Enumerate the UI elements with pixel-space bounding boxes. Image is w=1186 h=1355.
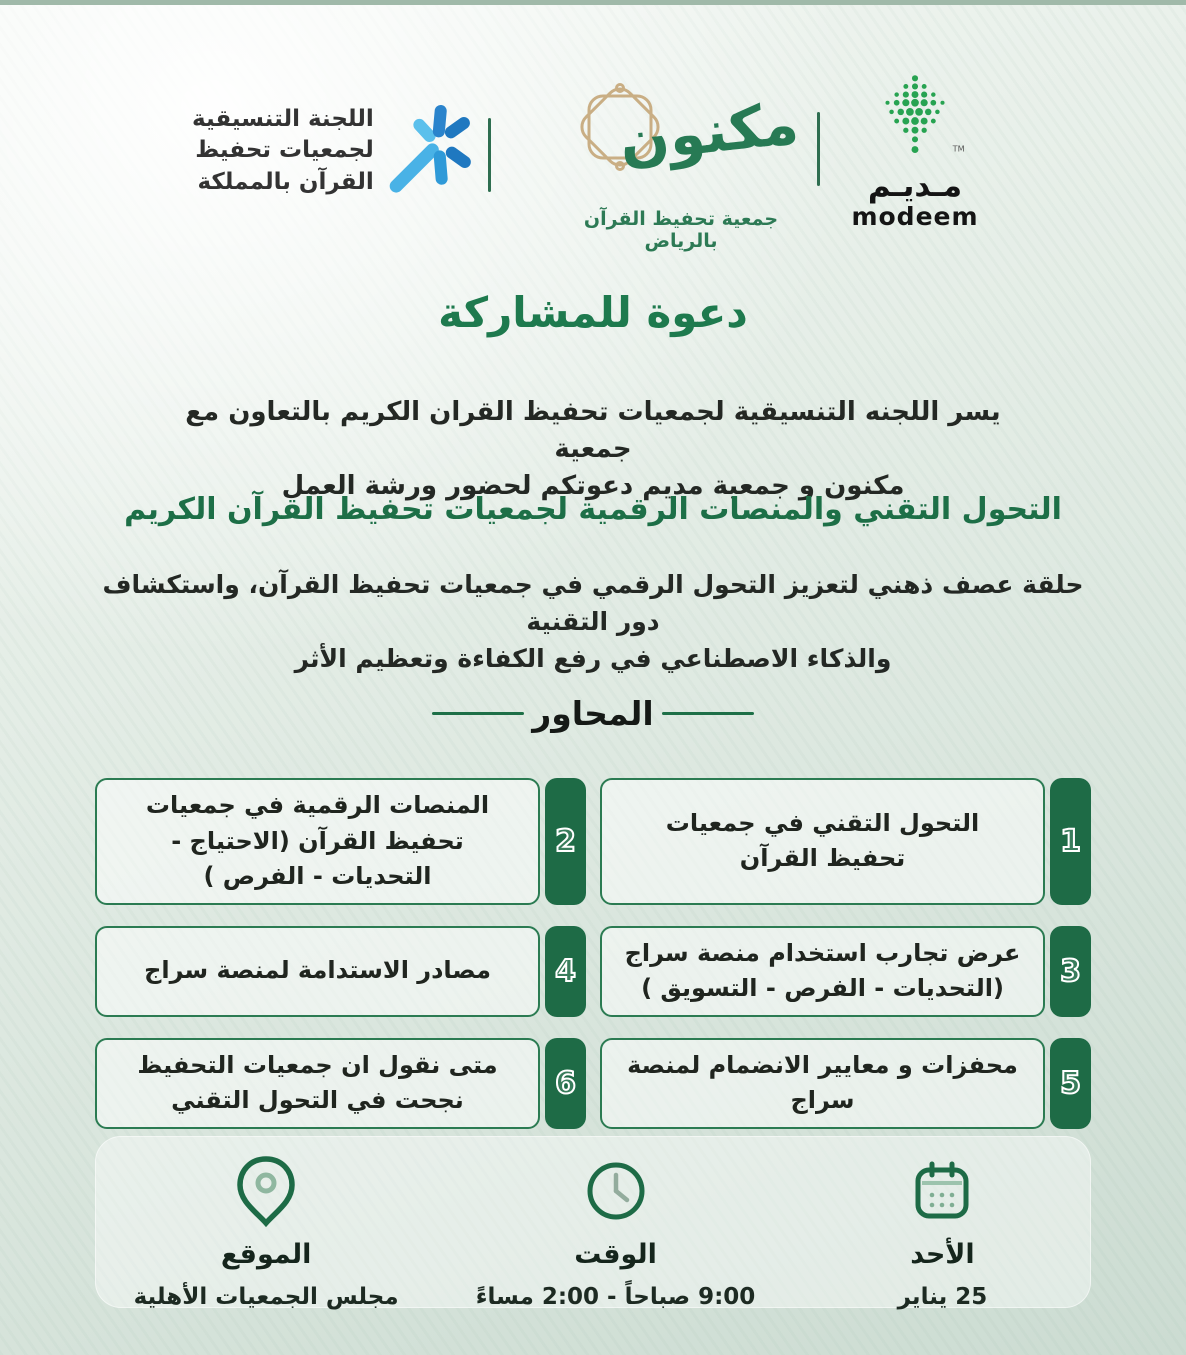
workshop-title: التحول التقني والمنصات الرقمية لجمعيات تحفيظ القرآن الكريم <box>124 492 1062 527</box>
topic-text: عرض تجارب استخدام منصة سراج (التحديات - الفرص - التسويق ) <box>600 926 1045 1017</box>
topic-item-4 <box>95 926 586 1017</box>
location-detail: مجلس الجمعيات الأهلية <box>133 1284 399 1310</box>
intro-line: مكنون و جمعية مديم دعوتكم لحضور ورشة العمل <box>281 470 905 501</box>
topic-number-badge: 1 <box>1050 778 1091 905</box>
location-label: الموقع <box>220 1239 312 1270</box>
topic-text: المنصات الرقمية في جمعيات تحفيظ القرآن (الاحتياج - التحديات - الفرص ) <box>95 778 540 905</box>
topic-item-5 <box>600 1038 1091 1129</box>
calendar-icon <box>907 1151 977 1231</box>
maknoon-subtitle: جمعية تحفيظ القرآن بالرياض <box>583 208 779 252</box>
maknoon-calligraphy-icon <box>561 88 801 204</box>
topic-number-badge: 4 <box>545 926 586 1017</box>
top-edge-strip <box>0 0 1186 5</box>
location-pin-icon <box>231 1151 301 1231</box>
topic-text: مصادر الاستدامة لمنصة سراج <box>95 926 540 1017</box>
topic-item-6 <box>95 1038 586 1129</box>
header-divider <box>817 112 820 186</box>
description-line: حلقة عصف ذهني لتعزيز التحول الرقمي في جمعيات تحفيظ القرآن، واستكشاف دور التقنية <box>102 570 1084 636</box>
heading-rule-right <box>662 712 754 715</box>
modeem-logo <box>850 70 980 230</box>
maknoon-logo <box>545 68 817 252</box>
committee-logo <box>192 98 488 204</box>
header-divider <box>488 118 491 192</box>
modeem-latin-wordmark: modeem <box>851 201 979 231</box>
info-location <box>134 1136 399 1310</box>
topic-text: متى نقول ان جمعيات التحفيظ نجحت في التحول التقني <box>95 1038 540 1129</box>
topic-item-1 <box>600 778 1091 905</box>
date-detail: 25 يناير <box>897 1284 988 1310</box>
info-time <box>476 1136 756 1310</box>
intro-paragraph <box>143 394 1043 505</box>
topic-number-badge: 5 <box>1050 1038 1091 1129</box>
event-info-bar <box>95 1136 1091 1308</box>
description-paragraph <box>78 566 1108 677</box>
svg-text:مكنون: مكنون <box>616 88 801 176</box>
topic-text: التحول التقني في جمعيات تحفيظ القرآن <box>600 778 1045 905</box>
date-label: الأحد <box>910 1239 975 1270</box>
info-date <box>832 1136 1052 1310</box>
topic-number-badge: 6 <box>545 1038 586 1129</box>
modeem-arabic-wordmark: مـديـم <box>867 168 963 204</box>
description-line: والذكاء الاصطناعي في رفع الكفاءة وتعظيم الأثر <box>294 644 892 673</box>
topic-item-3 <box>600 926 1091 1017</box>
committee-line: لجمعيات تحفيظ <box>195 137 374 164</box>
page-title: دعوة للمشاركة <box>438 288 748 337</box>
clock-icon <box>581 1151 651 1231</box>
committee-line: اللجنة التنسيقية <box>192 106 374 133</box>
heading-rule-left <box>432 712 524 715</box>
time-detail: 9:00 صباحاً - 2:00 مساءً <box>475 1284 756 1310</box>
topics-section-heading <box>0 694 1186 733</box>
time-label: الوقت <box>574 1239 657 1270</box>
committee-line: القرآن بالمملكة <box>197 168 374 195</box>
topic-number-badge: 2 <box>545 778 586 905</box>
topics-grid <box>95 778 1091 1129</box>
committee-logo-text <box>192 104 374 197</box>
intro-line: يسر اللجنه التنسيقية لجمعيات تحفيظ القران الكريم بالتعاون مع جمعية <box>185 397 1001 464</box>
topic-number-badge: 3 <box>1050 926 1091 1017</box>
topic-item-2 <box>95 778 586 905</box>
topics-heading-label: المحاور <box>532 694 654 733</box>
topic-text: محفزات و معايير الانضمام لمنصة سراج <box>600 1038 1045 1129</box>
committee-asterisk-icon <box>386 98 488 204</box>
modeem-tm-mark: TM <box>952 143 965 154</box>
